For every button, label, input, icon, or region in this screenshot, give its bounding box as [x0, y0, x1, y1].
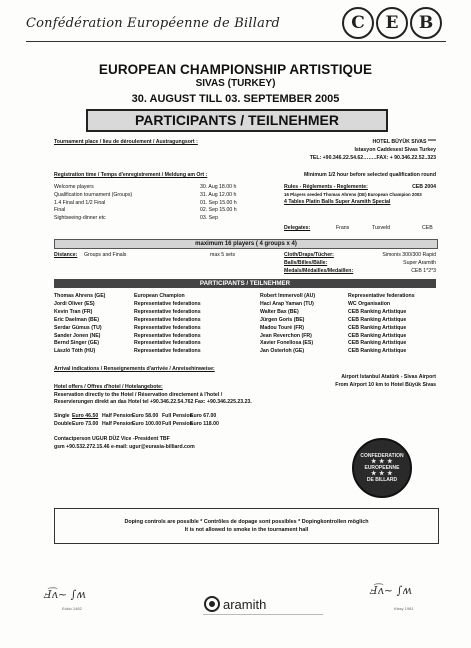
participant-role: WC Organisation	[348, 300, 391, 307]
rules-line2: 4 Tables Platin Balls Super Aramith Special	[284, 199, 391, 205]
participant-row	[54, 340, 274, 346]
distance-value: Groups and Finals	[84, 252, 127, 258]
registration-note: Minimum 1/2 hour before selected qualification round	[303, 172, 436, 178]
schedule-time: 03. Sep	[200, 215, 218, 222]
schedule-event: Qualification tournament (Groups)	[54, 191, 133, 198]
delegate-1: Frans	[336, 225, 350, 231]
signature-left-caption: Eckio 1482	[62, 606, 82, 611]
seal-text-middle: EUROPEENNE	[364, 465, 400, 471]
participant-row	[260, 340, 440, 346]
price-half: Euro 100.00	[132, 421, 162, 428]
doping-line2: It is not allowed to smoke in the tournament hall	[184, 527, 309, 533]
participant-name: Xavier Fonellosa (ES)	[260, 340, 314, 347]
participant-name: Jordi Oliver (ES)	[54, 300, 95, 307]
price-full: Euro 67.00	[190, 413, 217, 419]
price-room: Single	[54, 413, 70, 419]
participant-row	[260, 333, 440, 339]
championship-dates: 30. AUGUST TILL 03. SEPTEMBER 2005	[131, 93, 340, 105]
federation-name: Confédération Européenne de Billard	[26, 15, 280, 31]
participant-row	[260, 317, 440, 323]
seal-stars-icon: ★ ★ ★	[371, 459, 393, 465]
hotel-offers-line: Reservierungen direkt an das Hotel tel +90.346.22.54.762 Fax: +90.346.225.23.23.	[54, 399, 252, 405]
doping-notice	[54, 508, 439, 544]
participant-name: Sander Jonen (NE)	[54, 332, 101, 339]
price-full: Euro 118.00	[190, 421, 219, 428]
max-players-bar: maximum 16 players ( 4 groups x 4)	[54, 239, 438, 249]
schedule-time: 30. Aug 18.00 h	[200, 184, 237, 190]
participants-left-list	[54, 293, 274, 356]
hotel-prices	[54, 413, 294, 428]
participant-row	[54, 317, 274, 323]
aramith-logo-icon	[204, 596, 220, 612]
participant-row	[54, 301, 274, 307]
aramith-logo-text: aramith	[223, 596, 267, 612]
seal-stars-icon: ★ ★ ★	[371, 471, 393, 477]
championship-location: SIVAS (TURKEY)	[195, 78, 276, 89]
ceb-seal	[352, 438, 412, 498]
equipment-label: Cloth/Draps/Tücher:	[284, 252, 334, 258]
schedule-event: Sightseeing-dinner etc	[54, 215, 106, 222]
price-full-label: Full Pension	[162, 421, 193, 428]
distance-sets: max 5 sets	[210, 252, 236, 258]
participant-row	[260, 348, 440, 354]
participant-role: Representative federations	[134, 300, 201, 307]
hotel-offers-label: Hotel offers / Offres d'hotel / Hotelangebote:	[54, 384, 163, 390]
price-room: Double	[54, 421, 72, 428]
participant-role: Representative federations	[134, 348, 201, 355]
schedule-time: 02. Sep 15.00 h	[200, 207, 237, 214]
venue-address: Istasyon Caddesesi Sivas Turkey	[354, 147, 436, 153]
participant-row	[54, 293, 274, 299]
delegate-2: Tuxveld	[372, 225, 390, 231]
contact-person: Contactperson UGUR DÜZ Vice -President TBF	[54, 436, 170, 442]
participant-row	[54, 348, 274, 354]
arrival-airport: Airport Istanbul Atatürk - Sivas Airport	[341, 374, 436, 380]
ceb-logo-letter: B	[410, 7, 442, 39]
participant-row	[54, 333, 274, 339]
participant-role: CEB Ranking Artistique	[348, 316, 407, 323]
participant-name: Thomas Ahrens (GE)	[54, 293, 106, 299]
participant-name: Jürgen Goris (BE)	[260, 316, 305, 323]
participant-name: Bernd Singer (GE)	[54, 340, 99, 347]
participant-name: Serdar Gümus (TU)	[54, 324, 102, 331]
arrival-from-airport: From Airport 10 km to Hotel Büyük Sivas	[335, 382, 436, 388]
rules-line1: 16 Players seeded Thomas Ahrens (DE) European Champion 2003	[284, 192, 422, 197]
registration-label: Registration time / Temps d'enregistrement / Meldung am Ort :	[54, 172, 208, 178]
ceb-logo	[342, 7, 444, 37]
participant-name: Haci Arap Yaman (TU)	[260, 300, 314, 307]
sponsor-underline	[203, 614, 323, 615]
price-value: Euro 46.50	[72, 413, 99, 419]
seal-text-top: CONFEDERATION	[360, 453, 404, 459]
participant-name: Jean Reverchon (FR)	[260, 332, 312, 339]
venue-phone: TEL: +90.346.22.54.62……..FAX: + 90.346.22.52..323	[309, 155, 436, 161]
header-divider	[26, 41, 446, 42]
participant-row	[54, 325, 274, 331]
participant-role: Representative federations	[348, 293, 415, 299]
participant-name: László Tóth (HU)	[54, 348, 96, 355]
signature-left: Ⅎ͡ʌ~ ∫ʍ	[44, 588, 86, 601]
doping-line1: Doping controls are possible * Contrôles de dopage sont possibles * Dopingkontrollen möglich	[124, 518, 369, 525]
participant-name: Eric Daelman (BE)	[54, 316, 99, 323]
schedule-time: 01. Sep 15.00 h	[200, 199, 237, 206]
price-half-label: Half Pension	[102, 413, 134, 419]
equipment-label: Medals/Médailles/Medaillen:	[284, 268, 354, 274]
price-half-label: Half Pension	[102, 421, 134, 428]
delegate-3: CEB	[422, 225, 433, 231]
participant-role: CEB Ranking Artistique	[348, 348, 407, 355]
schedule-event: 1.4 Final and 1/2 Final	[54, 199, 106, 206]
equipment-value: CEB 1*2*3	[411, 268, 436, 274]
venue-label: Tournament place / lieu de déroulement / Austragungsort :	[54, 139, 198, 145]
delegates-label: Delegates:	[284, 225, 311, 231]
schedule-event: Final	[54, 207, 66, 214]
price-row	[54, 421, 294, 427]
participant-row	[260, 293, 440, 299]
price-half: Euro 58.00	[132, 413, 159, 419]
equipment-value: Super Aramith	[403, 260, 436, 266]
participant-role: CEB Ranking Artistique	[348, 324, 407, 331]
ceb-logo-letter: E	[376, 7, 408, 39]
participant-role: Representative federations	[134, 324, 201, 331]
participant-row	[260, 309, 440, 315]
schedule-event: Welcome players	[54, 184, 94, 190]
price-full-label: Full Pension	[162, 413, 193, 419]
venue-hotel: HOTEL BÜYÜK SIVAS ****	[372, 139, 436, 145]
participant-row	[260, 301, 440, 307]
price-value: Euro 73.00	[72, 421, 99, 428]
hotel-offers-line: Reservation directly to the Hotel / Réservation directement à l'hotel /	[54, 392, 223, 398]
contact-details: gsm +90.532.272.15.46 e-mail: ugur@eurasia-billiard.com	[54, 444, 195, 450]
participant-role: Representative federations	[134, 316, 201, 323]
participant-role: CEB Ranking Artistique	[348, 340, 407, 347]
participant-role: Representative federations	[134, 340, 201, 347]
participants-banner: PARTICIPANTS / TEILNEHMER	[86, 109, 388, 132]
participants-right-list	[260, 293, 440, 356]
seal-text-bottom: DE BILLARD	[366, 477, 398, 483]
signature-right-caption: Kissy 1981	[394, 606, 414, 611]
equipment-value: Simonis 300/300 Rapid	[382, 252, 436, 258]
signature-right: Ⅎ͡ʌ~ ∫ʍ	[370, 584, 412, 597]
participant-role: European Champion	[134, 293, 185, 299]
participant-name: Kevin Tran (FR)	[54, 308, 93, 315]
participant-role: Representative federations	[134, 308, 201, 315]
ceb-logo-letter: C	[342, 7, 374, 39]
participant-role: CEB Ranking Artistique	[348, 308, 407, 315]
schedule-time: 31. Aug 12.00 h	[200, 191, 237, 198]
price-row	[54, 413, 294, 419]
participant-name: Robert Immervoll (AU)	[260, 293, 316, 299]
participant-name: Madou Touré (FR)	[260, 324, 304, 331]
participant-role: CEB Ranking Artistique	[348, 332, 407, 339]
participant-name: Jan Osterloh (GE)	[260, 348, 305, 355]
distance-label: Distance:	[54, 252, 78, 258]
participant-name: Walter Bax (BE)	[260, 308, 299, 315]
participants-bar: PARTICIPANTS / TEILNEHMER	[54, 279, 436, 288]
rules-value: CEB 2004	[412, 184, 436, 190]
participant-role: Representative federations	[134, 332, 201, 339]
participant-row	[54, 309, 274, 315]
aramith-logo	[204, 596, 266, 612]
championship-title: EUROPEAN CHAMPIONSHIP ARTISTIQUE	[98, 62, 373, 77]
schedule-events	[54, 184, 194, 223]
arrival-label: Arrival indications / Renseignements d'arrivée / Anreisehinweise:	[54, 366, 215, 372]
equipment-label: Balls/Billes/Bälle:	[284, 260, 328, 266]
participant-row	[260, 325, 440, 331]
rules-label: Rules - Réglements - Reglemente:	[284, 184, 368, 190]
schedule-times	[200, 184, 280, 223]
